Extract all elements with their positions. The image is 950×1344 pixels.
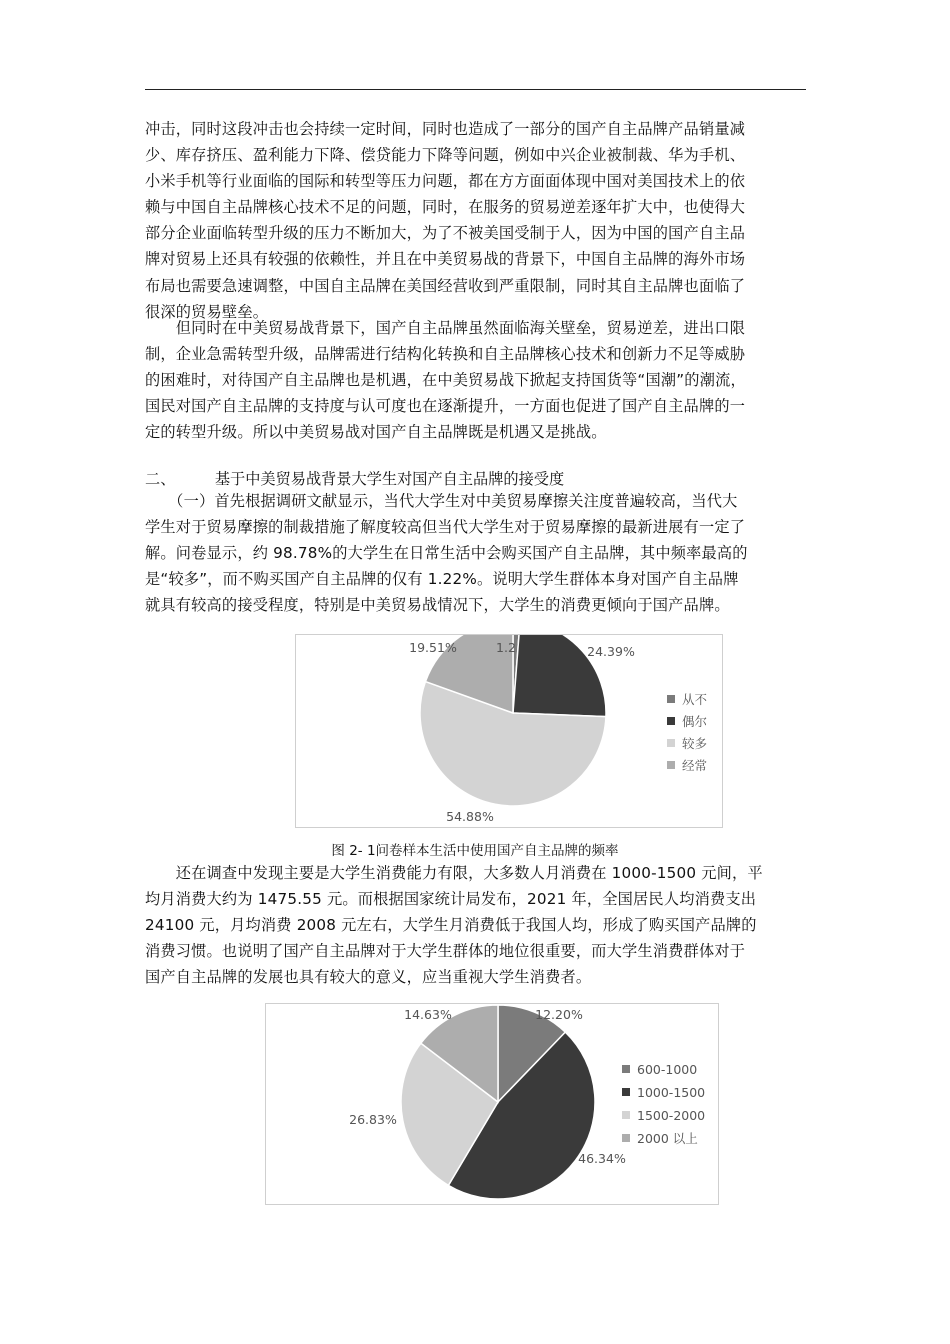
data-label: 26.83% [349, 1112, 397, 1127]
text-line: 冲击，同时这段冲击也会持续一定时间，同时也造成了一部分的国产自主品牌产品销量减 [145, 120, 746, 138]
legend-label: 1500-2000 [637, 1108, 706, 1123]
section-number: 二、 [145, 470, 176, 488]
legend-label: 600-1000 [637, 1062, 698, 1077]
data-label: 19.51% [409, 640, 457, 655]
paragraph-4 [145, 860, 806, 990]
text-line: 牌对贸易上还具有较强的依赖性，并且在中美贸易战的背景下，中国自主品牌的海外市场 [145, 250, 746, 269]
legend-swatch [667, 739, 675, 747]
pie-chart-frequency-svg [296, 635, 722, 827]
data-label: 54.88% [446, 809, 494, 824]
pie-chart-spending-svg [266, 1004, 718, 1204]
text-line: （一）首先根据调研文献显示，当代大学生对中美贸易摩擦关注度普遍较高，当代大 [145, 492, 738, 510]
paragraph-2 [145, 315, 806, 445]
text-line: 赖与中国自主品牌核心技术不足的问题，同时，在服务的贸易逆差逐年扩大中，也使得大 [145, 198, 746, 217]
text-line: 学生对于贸易摩擦的制裁措施了解度较高但当代大学生对于贸易摩擦的最新进展有一定了 [145, 518, 746, 537]
data-label: 1.2 [496, 640, 516, 655]
legend-label: 较多 [682, 736, 708, 751]
text-line: 消费习惯。也说明了国产自主品牌对于大学生群体的地位很重要，而大学生消费群体对于 [145, 942, 746, 961]
text-line: 制，企业急需转型升级，品牌需进行结构化转换和自主品牌核心技术和创新力不足等威胁 [145, 345, 746, 364]
text-line: 小米手机等行业面临的国际和转型等压力问题，都在方方面面体现中国对美国技术上的依 [145, 172, 746, 191]
legend-label: 从不 [682, 692, 708, 707]
text-line: 部分企业面临转型升级的压力不断加大，为了不被美国受制于人，因为中国的国产自主品 [145, 224, 746, 243]
text-line: 定的转型升级。所以中美贸易战对国产自主品牌既是机遇又是挑战。 [145, 423, 607, 442]
text-line: 均月消费大约为 1475.55 元。而根据国家统计局发布，2021 年，全国居民人均消费支出 [145, 890, 757, 909]
legend-label: 偶尔 [682, 714, 708, 729]
data-label: 24.39% [587, 644, 635, 659]
text-line: 就具有较高的接受程度，特别是中美贸易战情况下，大学生的消费更倾向于国产品牌。 [145, 596, 730, 615]
pie-chart-spending [265, 1003, 719, 1205]
legend-swatch [622, 1111, 630, 1119]
legend-swatch [667, 695, 675, 703]
data-label: 46.34% [578, 1151, 626, 1166]
paragraph-1 [145, 116, 806, 325]
legend-swatch [667, 761, 675, 769]
legend-swatch [622, 1134, 630, 1142]
data-label: 14.63% [404, 1007, 452, 1022]
legend-swatch [667, 717, 675, 725]
text-line: 是“较多”，而不购买国产自主品牌的仅有 1.22%。说明大学生群体本身对国产自主品牌 [145, 570, 739, 589]
text-line: 少、库存挤压、盈利能力下降、偿贷能力下降等问题，例如中兴企业被制裁、华为手机、 [145, 146, 746, 165]
data-label: 12.20% [535, 1007, 583, 1022]
header-rule [145, 89, 806, 90]
legend-label: 2000 以上 [637, 1131, 698, 1146]
text-line: 但同时在中美贸易战背景下，国产自主品牌虽然面临海关壁垒，贸易逆差，进出口限 [145, 319, 746, 337]
text-line: 很深的贸易壁垒。 [145, 302, 269, 321]
legend-label: 1000-1500 [637, 1085, 706, 1100]
section-title: 基于中美贸易战背景大学生对国产自主品牌的接受度 [214, 470, 565, 488]
figure1-caption: 图 2- 1问卷样本生活中使用国产自主品牌的频率 [331, 843, 619, 859]
text-line: 解。问卷显示，约 98.78%的大学生在日常生活中会购买国产自主品牌，其中频率最高的 [145, 544, 748, 563]
text-line: 国产自主品牌的发展也具有较大的意义，应当重视大学生消费者。 [145, 968, 592, 987]
text-line: 的困难时，对待国产自主品牌也是机遇，在中美贸易战下掀起支持国货等“国潮”的潮流， [145, 371, 746, 390]
pie-chart-frequency [295, 634, 723, 828]
paragraph-3 [145, 488, 806, 618]
legend-swatch [622, 1088, 630, 1096]
text-line: 国民对国产自主品牌的支持度与认可度也在逐渐提升，一方面也促进了国产自主品牌的一 [145, 397, 746, 416]
legend-label: 经常 [682, 758, 708, 773]
legend-swatch [622, 1065, 630, 1073]
text-line: 布局也需要急速调整，中国自主品牌在美国经营收到严重限制，同时其自主品牌也面临了 [145, 276, 746, 295]
text-line: 还在调查中发现主要是大学生消费能力有限，大多数人月消费在 1000-1500 元间，平 [145, 864, 763, 882]
text-line: 24100 元，月均消费 2008 元左右，大学生月消费低于我国人均，形成了购买国产品牌的 [145, 916, 757, 935]
